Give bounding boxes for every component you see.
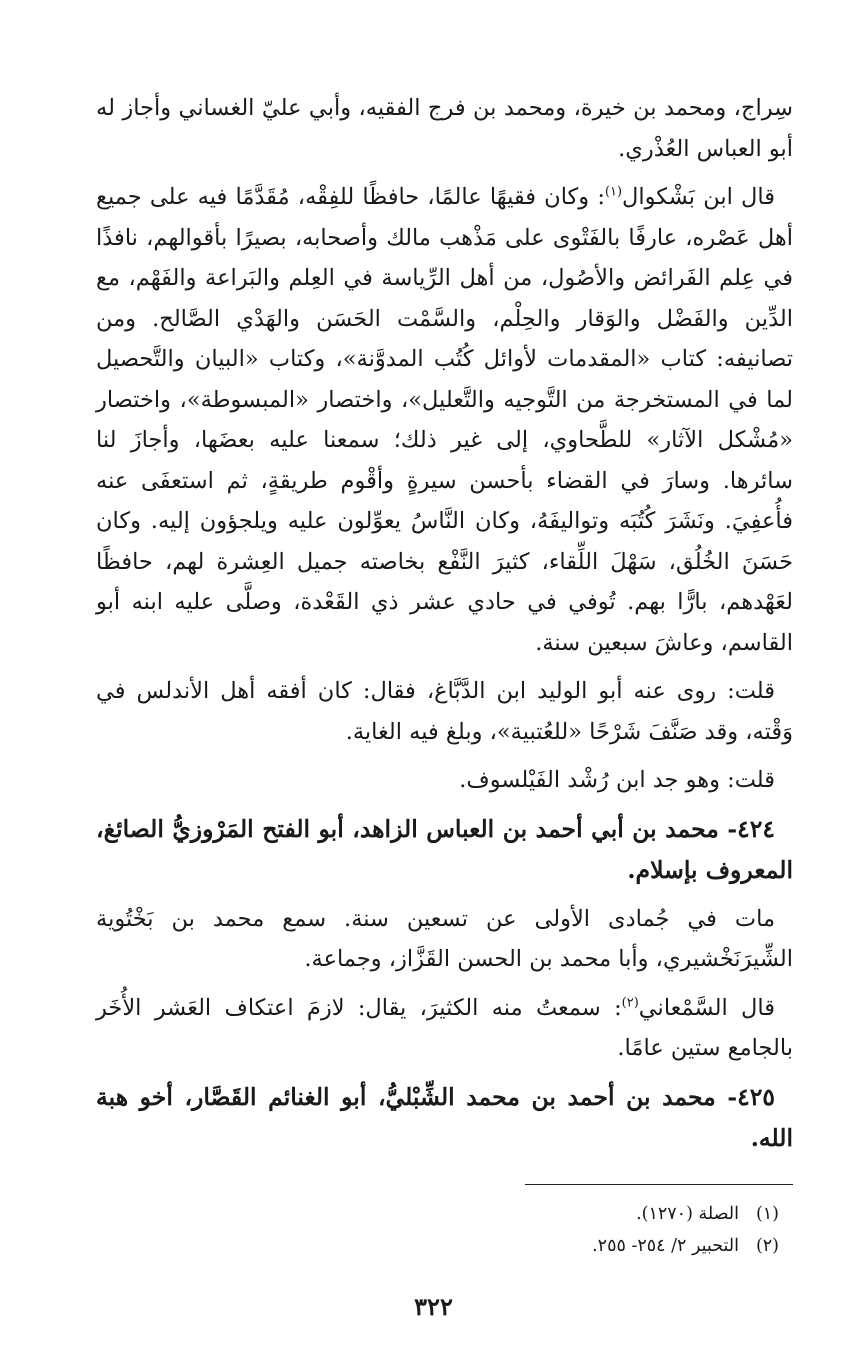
paragraph-note-ibn-rushd: قلت: وهو جد ابن رُشْد الفَيْلسوف. (459, 767, 775, 793)
paragraph-lead: قال ابن بَشْكوال (622, 184, 775, 210)
paragraph-entry-424-death: مات في جُمادى الأولى عن تسعين سنة. سمع محمد بن بَخْتُوية الشِّيرَنَخْشيري، وأبا محمد بن الحسن القَزَّاز، وجماعة. (96, 905, 793, 972)
paragraph-body: : سمعتُ منه الكثيرَ، يقال: لازمَ اعتكاف العَشر الأُخَر بالجامع ستين عامًا. (96, 994, 793, 1061)
footnote-number: (٢) (755, 1236, 779, 1256)
footnote-2 (96, 1230, 779, 1262)
paragraph-note-dabbagh: قلت: روى عنه أبو الوليد ابن الدَّبَّاغ، فقال: كان أفقه أهل الأندلس في وَقْته، وقد صَنَّفَ شَرْحًا «للعُتبية»، وبلغ فيه الغاية. (96, 678, 793, 745)
footnotes (96, 1198, 779, 1262)
footnote-number: (١) (755, 1204, 779, 1224)
footnote-ref-2[interactable]: (٢) (621, 995, 639, 1010)
footnote-divider (525, 1184, 793, 1185)
entry-heading-425: ٤٢٥- محمد بن أحمد بن محمد الشِّبْليُّ، أبو الغنائم القَصَّار، أخو هبة الله. (96, 1082, 793, 1152)
footnote-1 (96, 1198, 779, 1230)
paragraph-ibn-bashkuwal (96, 177, 793, 663)
page-number: ٣٢٢ (414, 1292, 453, 1321)
footnote-ref-1[interactable]: (١) (604, 184, 623, 200)
main-text (96, 88, 793, 1167)
paragraph-body: : وكان فقيهًا عالمًا، حافظًا للفِقْه، مُقَدَّمًا فيه على جميع أهل عَصْره، عارفًا بالفَتْوى على مَذْهب مالك وأصحابه، بصيرًا بأقوالهم، نافذًا في عِلم الفَرائض والأصُول، من أهل الرِّياسة في العِلم والبَراعة والفَهْم، مع الدِّين والفَضْل والوَقار والحِلْم، والسَّمْت الحَسَن والهَدْي الصَّالح. ومن تصانيفه: كتاب «المقدمات لأوائل كُتُب المدوَّنة»، وكتاب «البيان والتَّحصيل لما في المستخرجة من التَّوجيه والتَّعليل»، واختصار «المبسوطة»، واختصار «مُشْكل الآثار» للطَّحاوي، إلى غير ذلك؛ سمعنا عليه بعضَها، وأجازَ لنا سائرها. وسارَ في القضاء بأحسن سيرةٍ وأقْوم طريقةٍ، ثم استعفَى عنه فأُعفِيَ. ونَشَرَ كُتُبَه وتواليفَهُ، وكان النَّاسُ يعوِّلون عليه ويلجؤون إليه. وكان حَسَنَ الخُلُق، سَهْلَ اللِّقاء، كثيرَ النَّفْع بخاصته جميل العِشرة لهم، حافظًا لعَهْدهم، بارًّا بهم. تُوفي في حادي عشر ذي القَعْدة، وصلَّى عليه ابنه أبو القاسم، وعاشَ سبعين سنة. (96, 184, 794, 656)
paragraph-lead: قال السَّمْعاني (638, 994, 775, 1021)
footnote-text: التحبير ٢/ ٢٥٤- ٢٥٥. (592, 1236, 739, 1256)
paragraph-intro: سِراج، ومحمد بن خيرة، ومحمد بن فرج الفقيه، وأبي عليّ الغساني وأجاز له أبو العباس العُذْري. (96, 95, 793, 162)
paragraph-entry-424-samani (96, 988, 793, 1069)
footnote-text: الصلة (١٢٧٠). (636, 1204, 739, 1224)
entry-heading-424: ٤٢٤- محمد بن أبي أحمد بن العباس الزاهد، أبو الفتح المَرْوزيُّ الصائغ، المعروف بإسلام. (96, 814, 793, 884)
